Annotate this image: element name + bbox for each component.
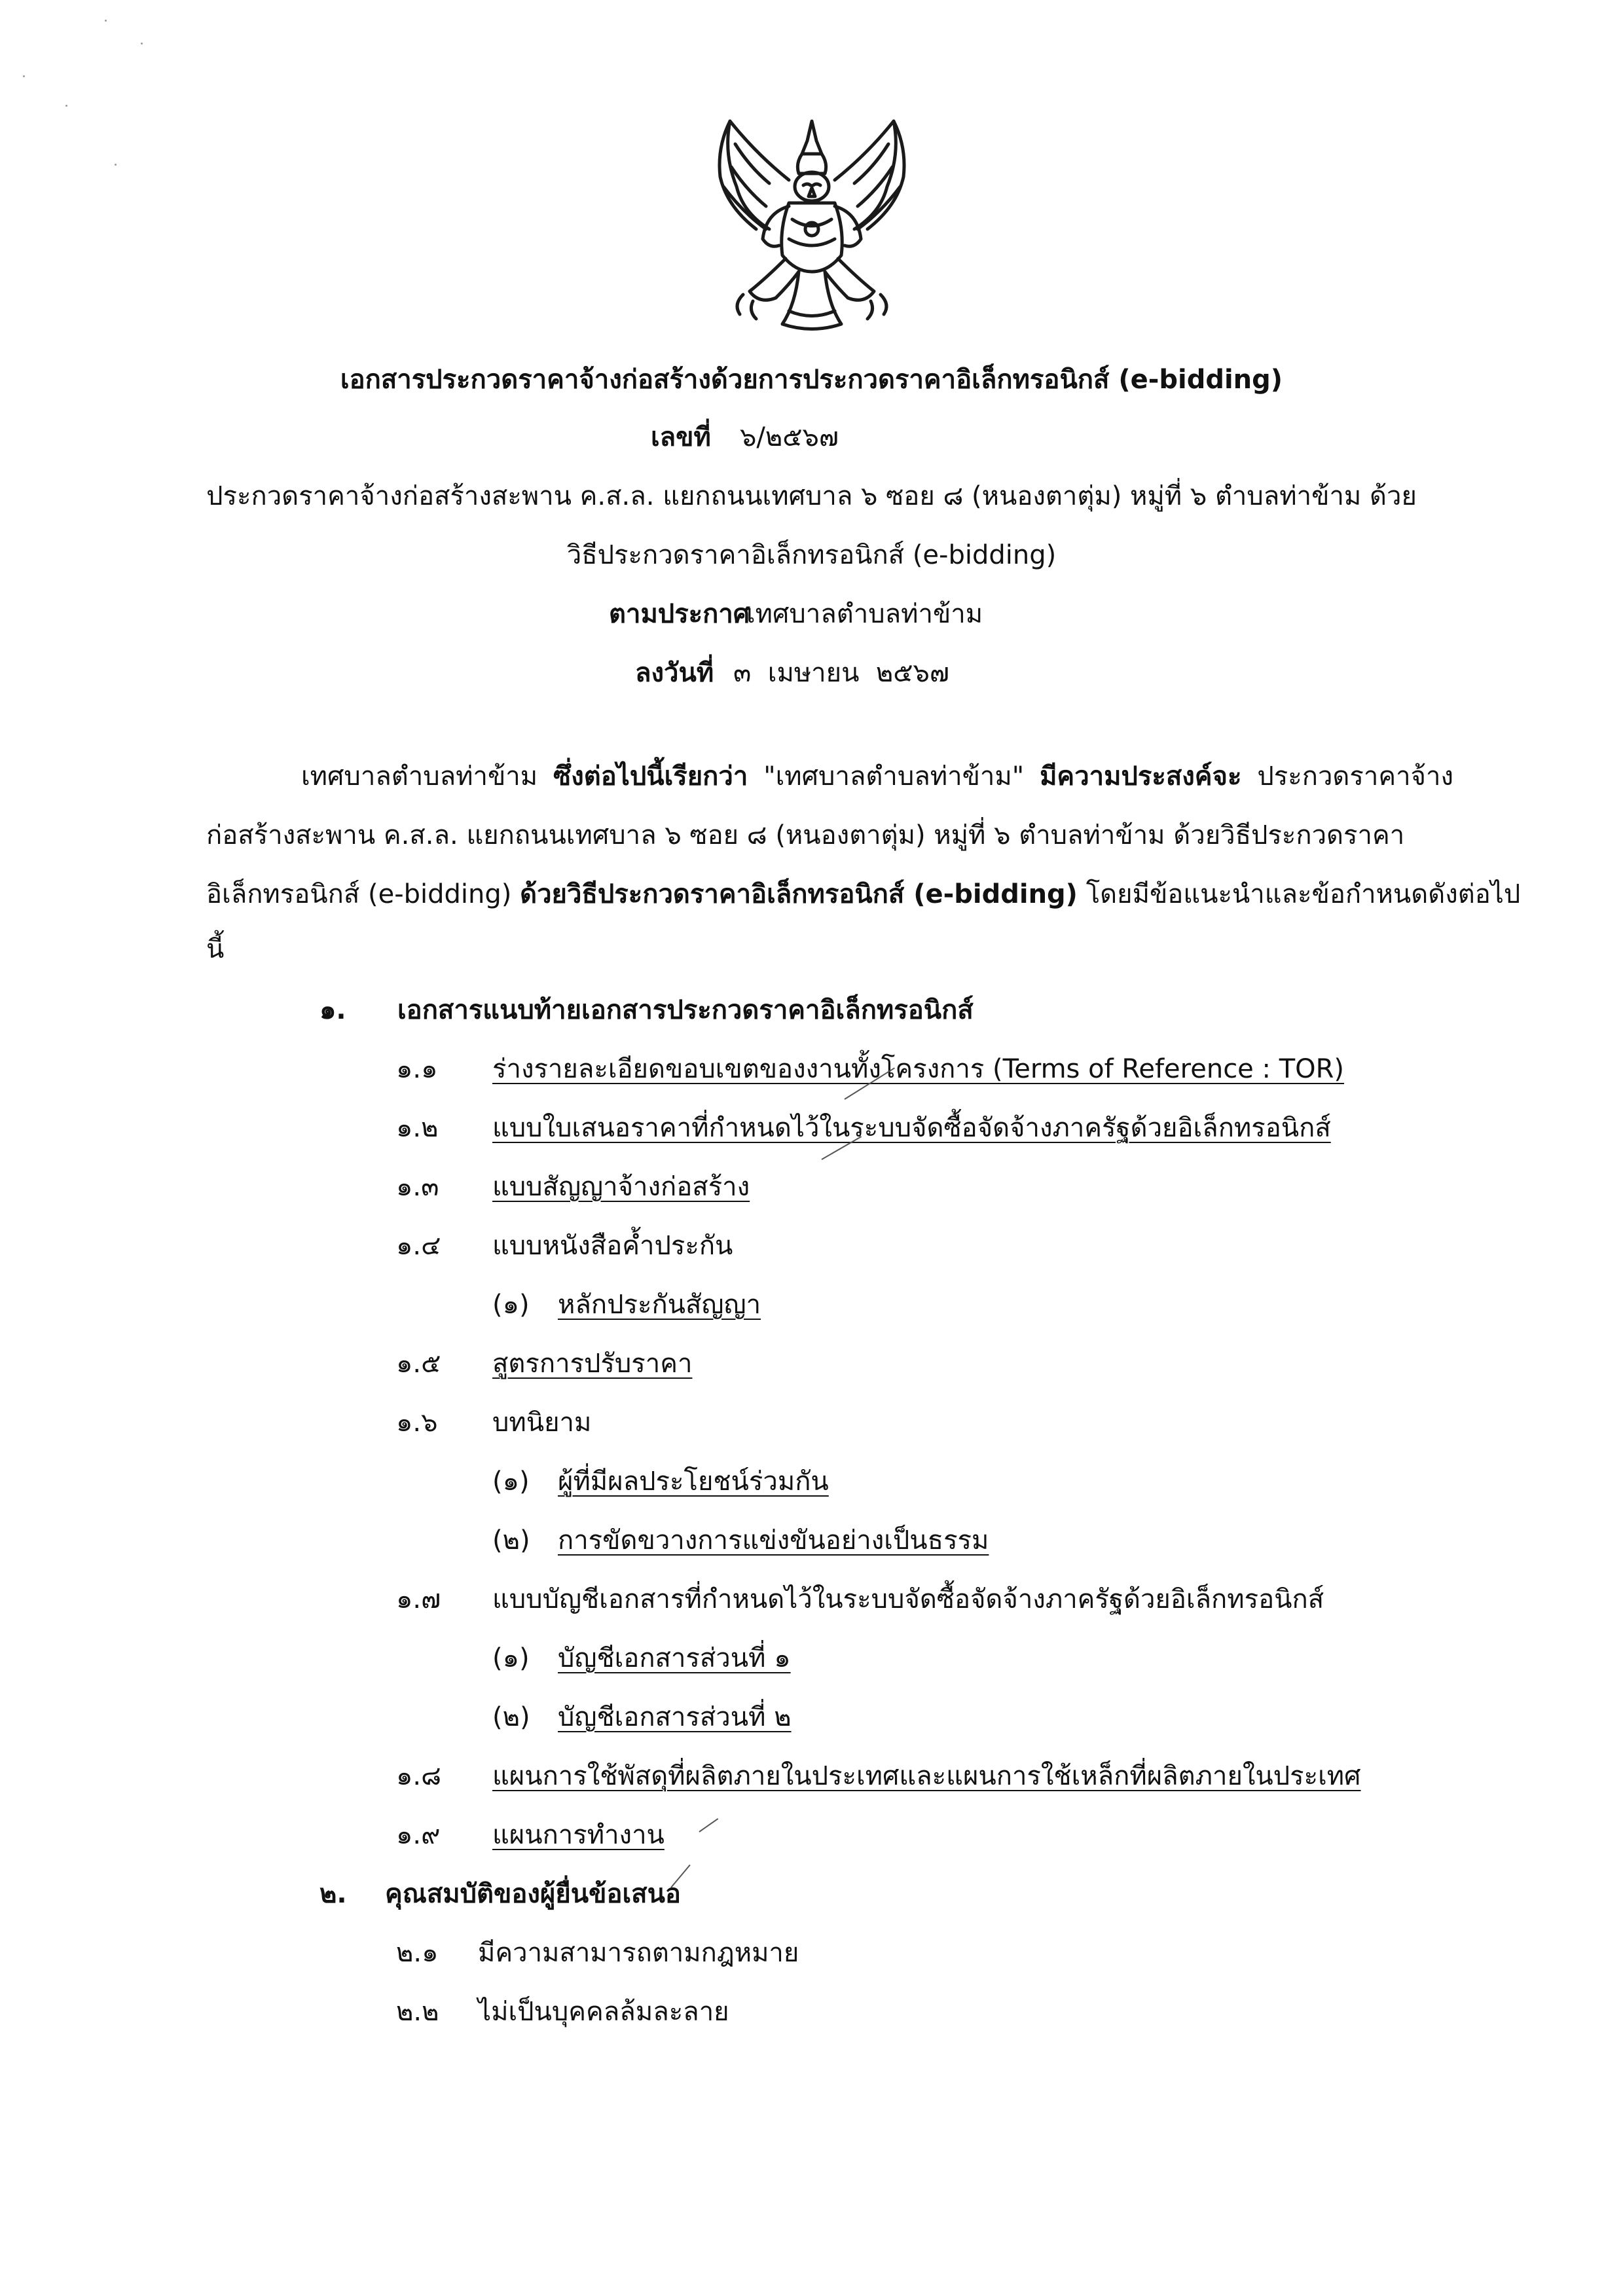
item-1-7-1-text: บัญชีเอกสารส่วนที่ ๑ bbox=[558, 1643, 791, 1673]
item-1-6-1-text: ผู้ที่มีผลประโยชน์ร่วมกัน bbox=[558, 1467, 829, 1497]
document-number-value: ๖/๒๕๖๗ bbox=[740, 422, 839, 452]
section-1-number: ๑. bbox=[319, 995, 346, 1025]
item-1-7-2-number: (๒) bbox=[492, 1702, 530, 1732]
scan-speck bbox=[23, 75, 25, 77]
document-number-label: เลขที่ bbox=[651, 422, 711, 452]
item-1-5-text: สูตรการปรับราคา bbox=[492, 1349, 693, 1379]
intro-guidance: โดยมีข้อแนะนำและข้อกำหนดดังต่อไป bbox=[1085, 879, 1521, 909]
subject-line-2: วิธีประกวดราคาอิเล็กทรอนิกส์ (e-bidding) bbox=[566, 540, 1057, 570]
item-1-6-2-number: (๒) bbox=[492, 1525, 530, 1556]
scan-speck bbox=[105, 20, 107, 22]
item-2-1-text: มีความสามารถตามกฎหมาย bbox=[478, 1938, 799, 1968]
item-1-3-text: แบบสัญญาจ้างก่อสร้าง bbox=[492, 1172, 750, 1202]
item-2-1-number: ๒.๑ bbox=[396, 1938, 439, 1968]
item-1-4-number: ๑.๔ bbox=[396, 1231, 441, 1261]
announcement-org: เทศบาลตำบลท่าข้าม bbox=[746, 599, 983, 629]
intro-hereinafter: ซึ่งต่อไปนี้เรียกว่า bbox=[553, 761, 748, 792]
announcement-label: ตามประกาศ bbox=[609, 599, 750, 629]
scan-speck bbox=[141, 43, 143, 45]
check-mark bbox=[699, 1818, 718, 1832]
item-1-4-1-number: (๑) bbox=[492, 1290, 530, 1320]
item-1-7-text: แบบบัญชีเอกสารที่กำหนดไว้ในระบบจัดซื้อจัดจ้างภาครัฐด้วยอิเล็กทรอนิกส์ bbox=[492, 1584, 1324, 1614]
intro-line-2: ก่อสร้างสะพาน ค.ส.ล. แยกถนนเทศบาล ๖ ซอย ๘ (หนองตาตุ่ม) หมู่ที่ ๖ ตำบลท่าข้าม ด้วยวิธีประกวดราคา bbox=[206, 820, 1405, 850]
item-2-2-text: ไม่เป็นบุคคลล้มละลาย bbox=[478, 1997, 729, 2027]
intro-intent: มีความประสงค์จะ bbox=[1040, 761, 1242, 792]
item-1-6-text: บทนิยาม bbox=[492, 1408, 592, 1438]
section-2-number: ๒. bbox=[319, 1879, 347, 1909]
item-1-1-text: ร่างรายละเอียดขอบเขตของงานทั้งโครงการ (Terms of Reference : TOR) bbox=[492, 1054, 1345, 1084]
subject-line-1: ประกวดราคาจ้างก่อสร้างสะพาน ค.ส.ล. แยกถนนเทศบาล ๖ ซอย ๘ (หนองตาตุ่ม) หมู่ที่ ๖ ตำบลท่าข้าม ด้วย bbox=[206, 481, 1417, 511]
item-1-4-text: แบบหนังสือค้ำประกัน bbox=[492, 1231, 733, 1261]
item-1-7-2-text: บัญชีเอกสารส่วนที่ ๒ bbox=[558, 1702, 792, 1732]
item-1-4-1-text: หลักประกันสัญญา bbox=[558, 1290, 761, 1320]
item-1-6-number: ๑.๖ bbox=[396, 1408, 438, 1438]
scan-speck bbox=[115, 164, 117, 166]
item-1-3-number: ๑.๓ bbox=[396, 1172, 439, 1202]
document-title: เอกสารประกวดราคาจ้างก่อสร้างด้วยการประกวดราคาอิเล็กทรอนิกส์ (e-bidding) bbox=[340, 365, 1283, 395]
item-1-6-1-number: (๑) bbox=[492, 1467, 530, 1497]
item-1-7-number: ๑.๗ bbox=[396, 1584, 441, 1614]
item-1-1-number: ๑.๑ bbox=[396, 1054, 438, 1084]
intro-org: เทศบาลตำบลท่าข้าม bbox=[301, 761, 538, 792]
intro-line-1 bbox=[301, 758, 1453, 795]
item-1-7-1-number: (๑) bbox=[492, 1643, 530, 1673]
scan-speck bbox=[65, 105, 67, 107]
item-1-9-text: แผนการทำงาน bbox=[492, 1820, 665, 1850]
intro-method: ด้วยวิธีประกวดราคาอิเล็กทรอนิกส์ (e-bidding) bbox=[520, 879, 1078, 909]
item-2-2-number: ๒.๒ bbox=[396, 1997, 439, 2027]
item-1-9-number: ๑.๙ bbox=[396, 1820, 441, 1850]
item-1-5-number: ๑.๕ bbox=[396, 1349, 441, 1379]
section-1-title: เอกสารแนบท้ายเอกสารประกวดราคาอิเล็กทรอนิกส์ bbox=[397, 995, 974, 1025]
intro-org-quoted: "เทศบาลตำบลท่าข้าม" bbox=[763, 761, 1025, 792]
intro-line-4: นี้ bbox=[206, 934, 225, 964]
item-1-2-number: ๑.๒ bbox=[396, 1113, 439, 1143]
item-1-6-2-text: การขัดขวางการแข่งขันอย่างเป็นธรรม bbox=[558, 1525, 989, 1556]
intro-bid: ประกวดราคาจ้าง bbox=[1257, 761, 1453, 792]
item-1-8-text: แผนการใช้พัสดุที่ผลิตภายในประเทศและแผนการใช้เหล็กที่ผลิตภายในประเทศ bbox=[492, 1761, 1361, 1791]
item-1-8-number: ๑.๘ bbox=[396, 1761, 441, 1791]
section-2-title: คุณสมบัติของผู้ยื่นข้อเสนอ bbox=[385, 1879, 681, 1909]
date-value: ๓ เมษายน ๒๕๖๗ bbox=[733, 658, 949, 688]
item-1-2-text: แบบใบเสนอราคาที่กำหนดไว้ในระบบจัดซื้อจัดจ้างภาครัฐด้วยอิเล็กทรอนิกส์ bbox=[492, 1113, 1331, 1143]
date-label: ลงวันที่ bbox=[635, 658, 714, 688]
intro-ebidding: อิเล็กทรอนิกส์ (e-bidding) bbox=[206, 879, 512, 909]
garuda-emblem-icon bbox=[704, 115, 920, 337]
intro-line-3 bbox=[206, 876, 1521, 913]
